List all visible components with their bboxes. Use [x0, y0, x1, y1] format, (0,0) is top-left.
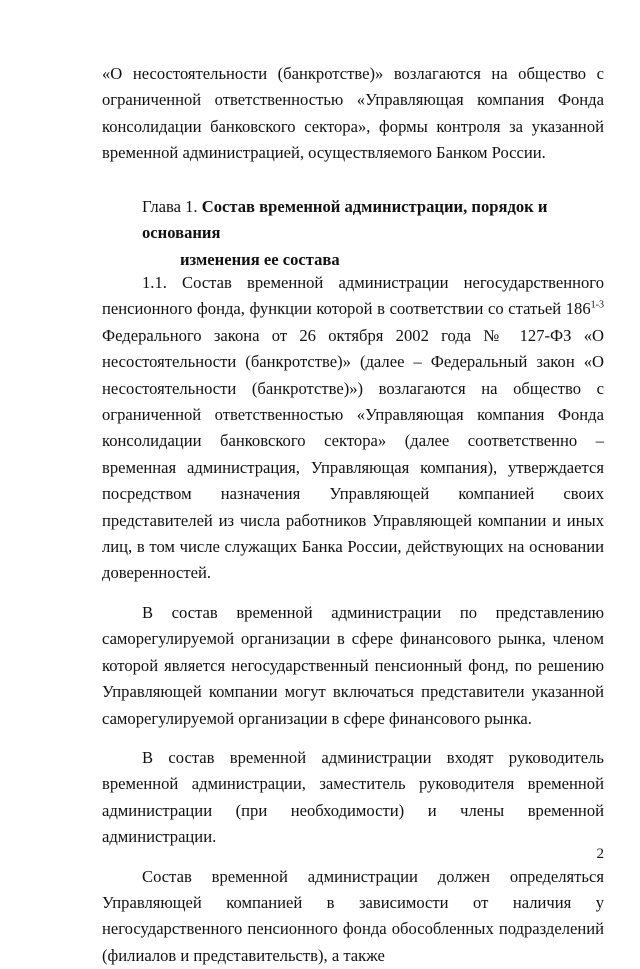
- chapter-heading: [142, 194, 604, 273]
- top-paragraph: «О несостоятельности (банкротстве)» возлагаются на общество с ограниченной ответственностью «Управляющая компания Фонда консолидации банковского сектора», формы контроля за указанной временной администрацией, осуществляемого Банком России.: [102, 64, 604, 163]
- page-number: 2: [596, 846, 604, 862]
- chapter-prefix: Глава 1.: [142, 197, 198, 216]
- paragraph-1-1: [102, 270, 604, 587]
- top-paragraph-block: [102, 61, 604, 167]
- chapter-title-line2: изменения ее состава: [180, 249, 340, 269]
- body-text: [102, 270, 604, 969]
- chapter-title-line1: Состав временной администрации, порядок и основания: [142, 197, 548, 243]
- p1-before-sup: 1.1. Состав временной администрации негосударственного пенсионного фонда, функции которой в соответствии со статьей 186: [102, 273, 604, 319]
- paragraph-4: Состав временной администрации должен определяться Управляющей компанией в зависимости от наличия у негосударственного пенсионного фонда обособленных подразделений (филиалов и представительств), а также: [102, 866, 604, 965]
- p1-superscript: 1-3: [590, 299, 604, 311]
- paragraph-2: В состав временной администрации по представлению саморегулируемой организации в сфере финансового рынка, членом которой является негосударственный пенсионный фонд, по решению Управляющей компании могут включаться представители указанной саморегулируемой организации в сфере финансового рынка.: [102, 602, 604, 728]
- p1-after-sup: Федерального закона от 26 октября 2002 года № 127-ФЗ «О несостоятельности (банкротстве)» (далее – Федеральный закон «О несостоятельности (банкротстве)») возлагаются на общество с ограниченной ответственностью «Управляющая компания Фонда консолидации банковского сектора» (далее соответственно – временная администрация, Управляющая компания), утверждается посредством назначения Управляющей компанией своих представителей из числа работников Управляющей компании и иных лиц, в том числе служащих Банка России, действующих на основании доверенностей.: [102, 325, 604, 583]
- paragraph-3: В состав временной администрации входят руководитель временной администрации, заместитель руководителя временной администрации (при необходимости) и члены временной администрации.: [102, 747, 604, 847]
